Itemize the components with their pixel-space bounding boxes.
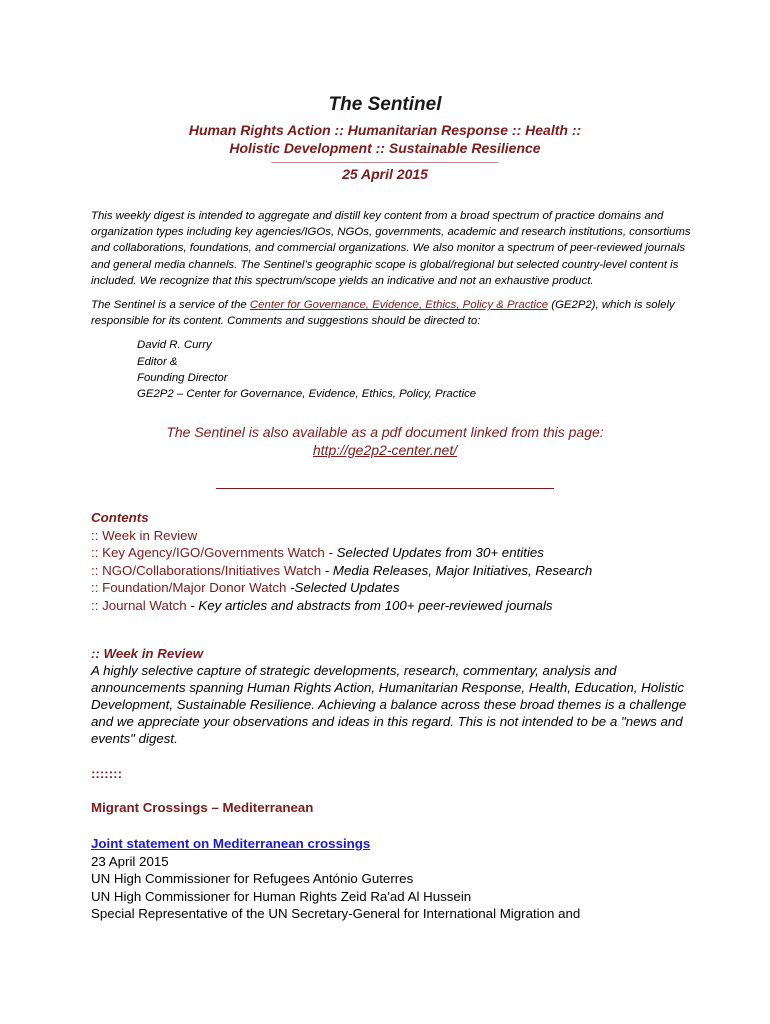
signature-role: Founding Director xyxy=(137,371,228,384)
section-separator: ::::::: xyxy=(91,766,122,781)
pdf-link[interactable]: http://ge2p2-center.net/ xyxy=(312,442,458,458)
masthead-subtitle xyxy=(0,121,770,157)
contents-prefix: :: xyxy=(91,597,103,613)
contents-desc: - Selected Updates from 30+ entities xyxy=(324,545,544,560)
ge2p2-link[interactable]: Center for Governance, Evidence, Ethics, Policy & Practice xyxy=(249,299,549,312)
contents-item xyxy=(91,597,731,615)
issue-date: 25 April 2015 xyxy=(342,166,428,182)
week-in-review-heading: :: Week in Review xyxy=(91,646,204,661)
article xyxy=(91,835,711,923)
article-line: UN High Commissioner for Human Rights Zeid Ra'ad Al Hussein xyxy=(91,888,472,904)
contents-item xyxy=(91,527,731,545)
article-title-link[interactable]: Joint statement on Mediterranean crossings xyxy=(91,836,371,851)
signature-name: David R. Curry xyxy=(137,339,212,352)
contents-section xyxy=(91,509,731,614)
service-paragraph xyxy=(91,297,691,329)
subtitle-line-1: Human Rights Action :: Humanitarian Response :: Health :: xyxy=(188,122,582,138)
article-date: 23 April 2015 xyxy=(91,853,169,869)
signature-role: Editor & xyxy=(137,355,178,368)
contents-desc: - Key articles and abstracts from 100+ peer-reviewed journals xyxy=(186,597,553,613)
contents-item xyxy=(91,544,731,562)
masthead-rule: ___________________________________________________ xyxy=(271,154,499,163)
week-in-review-description: A highly selective capture of strategic developments, research, commentary, analysis and announcements spanning Human Rights Action, Humanitarian Response, Health, Education, Holistic Development, Sustainable Resilience. Achieving a balance across these broad themes is a challenge and we appreciate your observations and ideas in this regard. This is not intended to be a "news and events" digest. xyxy=(91,663,687,746)
service-text-before: The Sentinel is a service of the xyxy=(91,299,250,312)
contents-link-agency-watch[interactable]: Key Agency/IGO/Governments Watch xyxy=(102,545,325,560)
contents-heading: Contents xyxy=(91,510,149,525)
signature-org: GE2P2 – Center for Governance, Evidence, Ethics, Policy, Practice xyxy=(137,388,477,401)
subtitle-line-2: Holistic Development :: Sustainable Resilience xyxy=(229,140,541,156)
divider xyxy=(216,488,554,489)
contents-item xyxy=(91,579,731,597)
pdf-note xyxy=(0,423,770,459)
contents-prefix: :: xyxy=(91,562,103,578)
contents-link-ngo-watch[interactable]: NGO/Collaborations/Initiatives Watch xyxy=(102,562,322,578)
intro-block xyxy=(91,208,691,402)
intro-paragraph: This weekly digest is intended to aggregate and distill key content from a broad spectrum of practice domains and organization types including key agencies/IGOs, NGOs, governments, academic and research institutions, consortiums and collaborations, foundations, and commercial organizations. We also monitor a spectrum of peer-reviewed journals and general media channels. The Sentinel’s geographic scope is global/regional but selected country-level content is included. We recognize that this spectrum/scope yields an indicative and not an exhaustive product. xyxy=(91,210,691,287)
service-text-after: (GE2P2), which is solely responsible for its content. Comments and suggestions should be directed to: xyxy=(91,299,675,328)
week-in-review-section xyxy=(91,645,691,747)
contents-link-foundation-watch[interactable]: Foundation/Major Donor Watch xyxy=(102,580,287,595)
article-line: UN High Commissioner for Refugees António Guterres xyxy=(91,871,414,886)
article-line: Special Representative of the UN Secretary-General for International Migration and xyxy=(91,906,581,921)
section-title: Migrant Crossings – Mediterranean xyxy=(91,800,314,815)
contents-prefix: :: xyxy=(91,580,103,595)
page-title: The Sentinel xyxy=(328,94,442,115)
pdf-note-text: The Sentinel is also available as a pdf document linked from this page: xyxy=(166,424,604,440)
contents-item xyxy=(91,562,731,580)
contents-desc: - Media Releases, Major Initiatives, Research xyxy=(321,562,593,578)
contents-link-week-in-review[interactable]: Week in Review xyxy=(102,527,198,543)
contents-link-journal-watch[interactable]: Journal Watch xyxy=(102,597,187,613)
contents-prefix: :: xyxy=(91,527,103,543)
contents-desc: -Selected Updates xyxy=(286,580,400,595)
contents-prefix: :: xyxy=(91,545,103,560)
signature-block xyxy=(91,337,691,402)
